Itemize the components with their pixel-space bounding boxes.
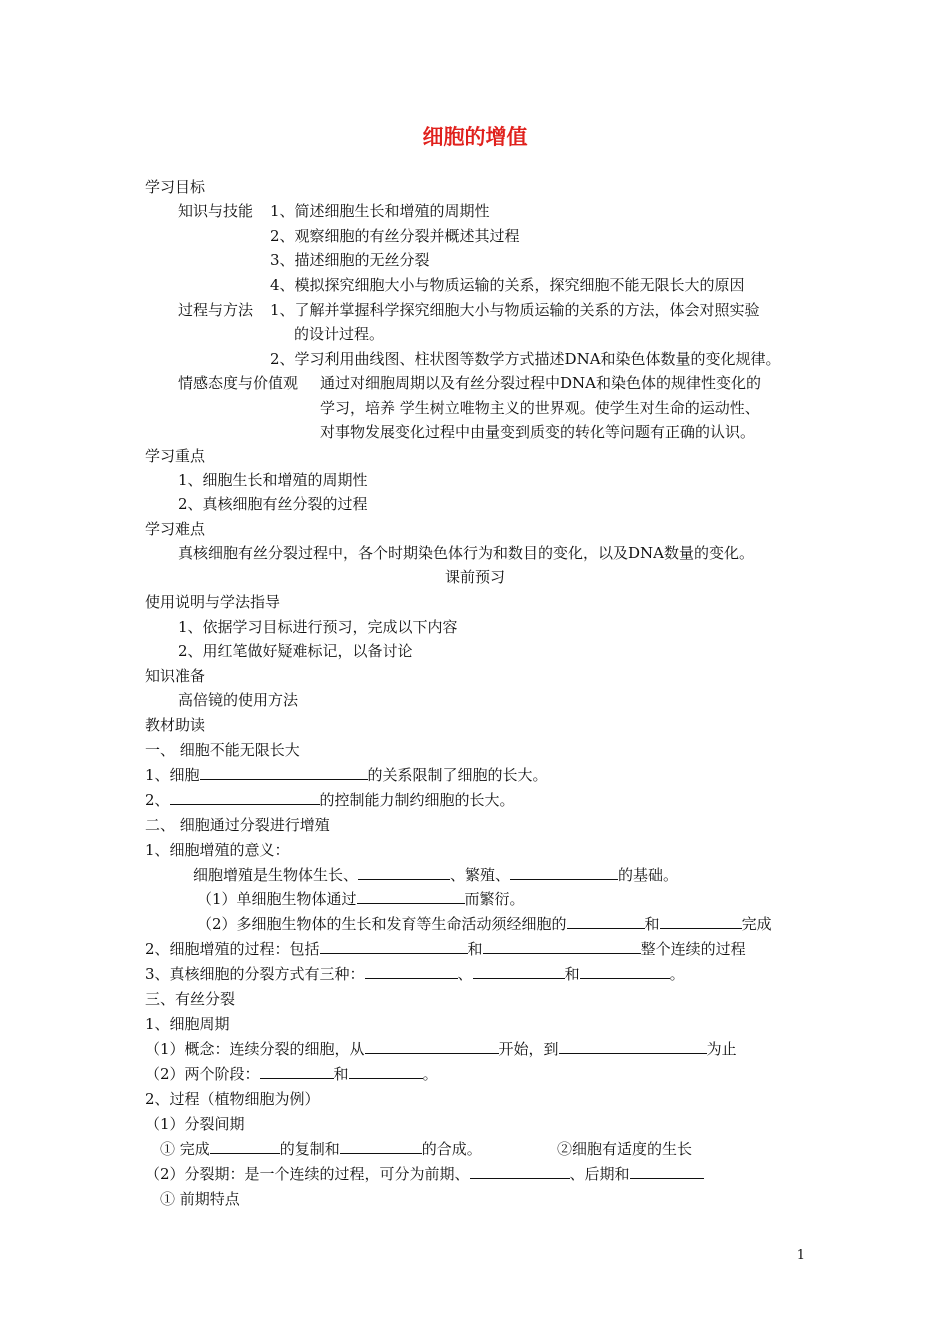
knowledge-label: 知识与技能 bbox=[178, 202, 254, 220]
answer-blank[interactable] bbox=[357, 889, 465, 904]
question-text: 的复制和 bbox=[279, 1140, 340, 1158]
process-item: 2、学习利用曲线图、柱状图等数学方式描述DNA和染色体数量的变化规律。 bbox=[270, 350, 781, 368]
answer-blank[interactable] bbox=[483, 939, 641, 954]
page-number: 1 bbox=[796, 1248, 805, 1263]
question-text: 为止 bbox=[706, 1040, 737, 1058]
question-text: 开始，到 bbox=[498, 1040, 559, 1058]
fill-question bbox=[145, 1064, 438, 1084]
question-text: 完成 bbox=[741, 915, 772, 933]
answer-blank[interactable] bbox=[349, 1064, 423, 1079]
fill-question bbox=[193, 865, 678, 885]
answer-blank[interactable] bbox=[559, 1039, 707, 1054]
knowledge-item: 2、观察细胞的有丝分裂并概述其过程 bbox=[270, 227, 520, 245]
question-text: ① 完成 bbox=[160, 1140, 210, 1158]
question-text: 3、真核细胞的分裂方式有三种： bbox=[145, 965, 365, 983]
fill-question bbox=[145, 790, 515, 810]
fill-question bbox=[145, 939, 746, 959]
section-heading: 三、有丝分裂 bbox=[145, 990, 236, 1008]
objectives-heading: 学习目标 bbox=[145, 178, 206, 196]
question-text: 和 bbox=[333, 1065, 349, 1083]
fill-question bbox=[145, 1164, 704, 1184]
question-text: （2）两个阶段： bbox=[145, 1065, 260, 1083]
question-text: 。 bbox=[422, 1065, 438, 1083]
attitude-line: 通过对细胞周期以及有丝分裂过程中DNA和染色体的规律性变化的 bbox=[320, 374, 761, 392]
answer-blank[interactable] bbox=[580, 964, 670, 979]
guide-item: 1、依据学习目标进行预习，完成以下内容 bbox=[178, 618, 458, 636]
question-text: （1）概念：连续分裂的细胞，从 bbox=[145, 1040, 365, 1058]
answer-blank[interactable] bbox=[630, 1164, 704, 1179]
question-text: （2）多细胞生物体的生长和发育等生命活动须经细胞的 bbox=[197, 915, 567, 933]
question-text: 。 bbox=[669, 965, 685, 983]
answer-blank[interactable] bbox=[358, 865, 450, 880]
knowledge-item: 4、模拟探究细胞大小与物质运输的关系，探究细胞不能无限长大的原因 bbox=[270, 276, 745, 294]
fill-question bbox=[145, 765, 548, 785]
answer-blank[interactable] bbox=[660, 914, 742, 929]
question-text: 和 bbox=[564, 965, 580, 983]
process-item: 1、了解并掌握科学探究细胞大小与物质运输的关系的方法，体会对照实验 bbox=[270, 301, 760, 319]
knowledge-prep-text: 高倍镜的使用方法 bbox=[178, 691, 299, 709]
question-text: 2、过程（植物细胞为例） bbox=[145, 1090, 320, 1108]
attitude-line: 学习，培养 学生树立唯物主义的世界观。使学生对生命的运动性、 bbox=[320, 399, 760, 417]
question-text: 1、细胞增殖的意义： bbox=[145, 841, 290, 859]
fill-question bbox=[197, 914, 772, 934]
question-text: 和 bbox=[467, 940, 483, 958]
question-text: 1、细胞 bbox=[145, 766, 200, 784]
difficulties-heading: 学习难点 bbox=[145, 520, 206, 538]
guide-item: 2、用红笔做好疑难标记，以备讨论 bbox=[178, 642, 413, 660]
answer-blank[interactable] bbox=[473, 964, 565, 979]
fill-question bbox=[197, 889, 525, 909]
question-text: 细胞增殖是生物体生长、 bbox=[193, 866, 359, 884]
answer-blank[interactable] bbox=[320, 939, 468, 954]
answer-blank[interactable] bbox=[340, 1139, 422, 1154]
question-text: （1）单细胞生物体通过 bbox=[197, 890, 357, 908]
question-text: 和 bbox=[644, 915, 660, 933]
key-point-item: 2、真核细胞有丝分裂的过程 bbox=[178, 495, 368, 513]
question-text: 的关系限制了细胞的长大。 bbox=[367, 766, 548, 784]
question-text: 整个连续的过程 bbox=[640, 940, 746, 958]
question-text: 2、 bbox=[145, 791, 170, 809]
question-text: 、繁殖、 bbox=[450, 866, 511, 884]
question-text: （2）分裂期：是一个连续的过程，可分为前期、 bbox=[145, 1165, 470, 1183]
question-text: 1、细胞周期 bbox=[145, 1015, 230, 1033]
question-text: 而繁衍。 bbox=[464, 890, 525, 908]
document-title: 细胞的增值 bbox=[422, 124, 528, 149]
answer-blank[interactable] bbox=[170, 790, 320, 805]
answer-blank[interactable] bbox=[365, 1039, 499, 1054]
question-text: ②细胞有适度的生长 bbox=[557, 1140, 693, 1158]
answer-blank[interactable] bbox=[510, 865, 618, 880]
fill-question bbox=[145, 1039, 737, 1059]
question-text: 2、细胞增殖的过程：包括 bbox=[145, 940, 320, 958]
answer-blank[interactable] bbox=[470, 1164, 570, 1179]
process-label: 过程与方法 bbox=[178, 301, 254, 319]
question-text: 的基础。 bbox=[618, 866, 679, 884]
question-text: 的控制能力制约细胞的长大。 bbox=[319, 791, 515, 809]
fill-question bbox=[145, 964, 685, 984]
section-heading: 一、 细胞不能无限长大 bbox=[145, 741, 300, 759]
question-text: 、后期和 bbox=[569, 1165, 630, 1183]
knowledge-prep-heading: 知识准备 bbox=[145, 667, 206, 685]
question-text: （1）分裂间期 bbox=[145, 1115, 245, 1133]
answer-blank[interactable] bbox=[260, 1064, 334, 1079]
section-heading: 二、 细胞通过分裂进行增殖 bbox=[145, 816, 330, 834]
question-text: 、 bbox=[457, 965, 473, 983]
fill-question bbox=[160, 1139, 482, 1159]
attitude-line: 对事物发展变化过程中由量变到质变的转化等问题有正确的认识。 bbox=[320, 423, 756, 441]
question-text: 的合成。 bbox=[421, 1140, 482, 1158]
question-text: ① 前期特点 bbox=[160, 1190, 240, 1208]
answer-blank[interactable] bbox=[365, 964, 458, 979]
key-points-heading: 学习重点 bbox=[145, 447, 206, 465]
knowledge-item: 3、描述细胞的无丝分裂 bbox=[270, 251, 430, 269]
answer-blank[interactable] bbox=[200, 765, 368, 780]
preview-heading: 课前预习 bbox=[444, 568, 505, 586]
reading-heading: 教材助读 bbox=[145, 716, 206, 734]
knowledge-item: 1、简述细胞生长和增殖的周期性 bbox=[270, 202, 490, 220]
answer-blank[interactable] bbox=[210, 1139, 280, 1154]
attitude-label: 情感态度与价值观 bbox=[178, 374, 299, 392]
key-point-item: 1、细胞生长和增殖的周期性 bbox=[178, 471, 368, 489]
difficulties-text: 真核细胞有丝分裂过程中，各个时期染色体行为和数目的变化，以及DNA数量的变化。 bbox=[178, 544, 754, 562]
process-item-cont: 的设计过程。 bbox=[294, 325, 385, 343]
answer-blank[interactable] bbox=[567, 914, 645, 929]
guide-heading: 使用说明与学法指导 bbox=[145, 593, 281, 611]
